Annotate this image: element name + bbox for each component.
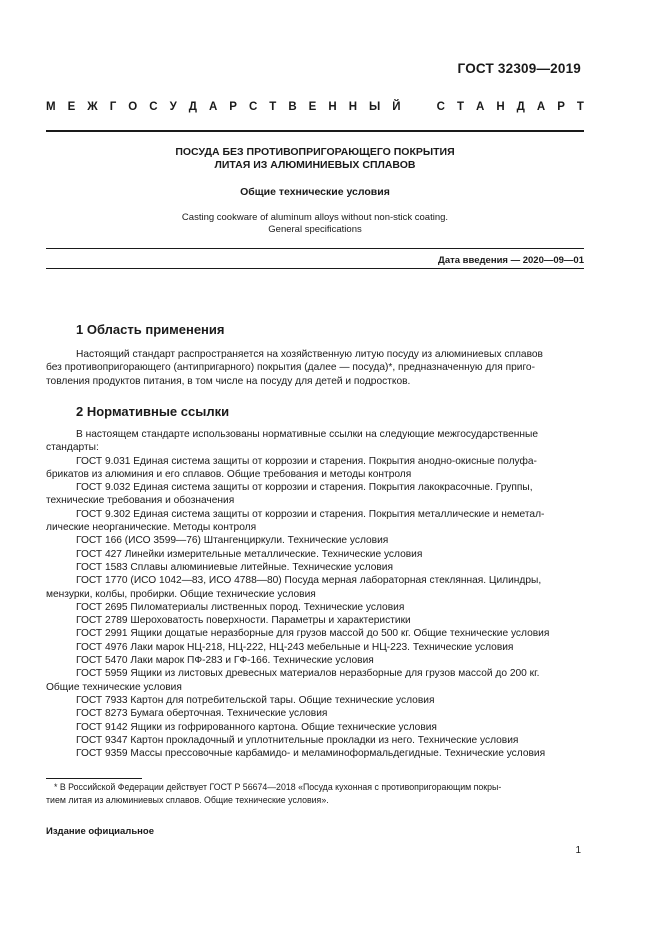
section-1-paragraph: [46, 348, 584, 388]
standard-number: ГОСТ 32309—2019: [457, 61, 581, 76]
banner-letter: Д: [516, 101, 525, 113]
footnote-line: тием литая из алюминиевых сплавов. Общие технические условия».: [46, 794, 329, 805]
banner-letter: А: [475, 101, 485, 113]
page-number: 1: [575, 845, 581, 856]
paragraph-line: Настоящий стандарт распространяется на хозяйственную литую посуду из алюминиевых сплавов: [76, 349, 543, 360]
banner-letter: Р: [229, 101, 237, 113]
reference-line: ГОСТ 7933 Картон для потребительской тары. Общие технические условия: [76, 694, 435, 706]
banner-letter: М: [46, 101, 56, 113]
reference-line: ГОСТ 1583 Сплавы алюминиевые литейные. Технические условия: [76, 561, 393, 573]
reference-line: ГОСТ 9142 Ящики из гофрированного картона. Общие технические условия: [76, 721, 437, 733]
section-1-heading: 1 Область применения: [76, 322, 225, 337]
reference-line: ГОСТ 9347 Картон прокладочный и уплотнительные прокладки из него. Технические условия: [76, 734, 519, 746]
reference-line: ГОСТ 2695 Пиломатериалы лиственных пород. Технические условия: [76, 601, 405, 613]
reference-line: мензурки, колбы, пробирки. Общие технические условия: [46, 588, 316, 600]
document-title-line-2: ЛИТАЯ ИЗ АЛЮМИНИЕВЫХ СПЛАВОВ: [214, 159, 416, 171]
footnote-line: * В Российской Федерации действует ГОСТ Р 56674—2018 «Посуда кухонная с противопригорающим покры-: [54, 782, 502, 792]
section-2-heading: 2 Нормативные ссылки: [76, 404, 230, 419]
reference-line: брикатов из алюминия и его сплавов. Общие требования и методы контроля: [46, 468, 412, 480]
banner-letter: Р: [557, 101, 565, 113]
reference-line: ГОСТ 9359 Массы прессовочные карбамидо- и меламиноформальдегидные. Технические условия: [76, 748, 546, 760]
banner-letter: В: [288, 101, 297, 113]
reference-line: ГОСТ 1770 (ИСО 1042—83, ИСО 4788—80) Посуда мерная лабораторная стеклянная. Цилиндры,: [76, 575, 542, 587]
reference-line: ГОСТ 9.032 Единая система защиты от коррозии и старения. Покрытия лакокрасочные. Группы,: [76, 482, 533, 494]
banner-letter: Е: [67, 101, 76, 113]
english-title-line-1: Casting cookware of aluminum alloys without non-stick coating.: [181, 212, 449, 223]
banner-letter: А: [536, 101, 546, 113]
reference-line: лические неорганические. Методы контроля: [46, 522, 257, 534]
official-edition-label: Издание официальное: [46, 826, 154, 837]
document-title-line-1: ПОСУДА БЕЗ ПРОТИВОПРИГОРАЮЩЕГО ПОКРЫТИЯ: [175, 146, 455, 158]
reference-line: ГОСТ 9.031 Единая система защиты от коррозии и старения. Покрытия анодно-окисные полуфа-: [76, 455, 537, 467]
interstate-standard-banner: [46, 101, 584, 113]
paragraph-line: без противопригорающего (антипригарного) покрытия (далее — посуда)*, предназначенную для приго-: [46, 362, 535, 374]
title-rule: [46, 248, 584, 249]
reference-line: ГОСТ 2789 Шероховатость поверхности. Параметры и характеристики: [76, 615, 411, 627]
banner-letter: Й: [392, 101, 401, 113]
reference-line: Общие технические условия: [46, 681, 182, 693]
banner-letter: Д: [188, 101, 197, 113]
banner-letter: С: [149, 101, 158, 113]
banner-letter: Н: [348, 101, 357, 113]
banner-letter: О: [128, 101, 138, 113]
banner-letter: С: [248, 101, 258, 113]
reference-line: технические требования и обозначения: [46, 495, 235, 507]
banner-letter: Т: [456, 101, 464, 113]
banner-letter: Е: [308, 101, 317, 113]
header-rule: [46, 130, 584, 132]
banner-letter: Н: [496, 101, 505, 113]
banner-letter: Н: [328, 101, 337, 113]
document-subtitle: Общие технические условия: [240, 186, 390, 198]
banner-letter: Ж: [87, 101, 98, 113]
footnote: [46, 781, 584, 806]
footnote-rule: [46, 778, 142, 779]
reference-line: ГОСТ 2991 Ящики дощатые неразборные для грузов массой до 500 кг. Общие технические условия: [76, 628, 550, 640]
banner-letter: С: [436, 101, 445, 113]
introduction-date: Дата введения — 2020—09—01: [438, 255, 584, 266]
reference-line: ГОСТ 4976 Лаки марок НЦ-218, НЦ-222, НЦ-243 мебельные и НЦ-223. Технические условия: [76, 641, 514, 653]
reference-line: ГОСТ 427 Линейки измерительные металлические. Технические условия: [76, 548, 423, 560]
banner-letter: Т: [269, 101, 277, 113]
reference-line: ГОСТ 166 (ИСО 3599—76) Штангенциркули. Технические условия: [76, 535, 389, 547]
banner-letter: А: [208, 101, 218, 113]
english-title-line-2: General specifications: [268, 224, 362, 235]
banner-letter: Т: [576, 101, 584, 113]
normative-references-list: [46, 428, 584, 760]
date-rule: [46, 268, 584, 269]
reference-line: ГОСТ 8273 Бумага оберточная. Технические условия: [76, 708, 328, 720]
paragraph-line: товления продуктов питания, в том числе на посуду для детей и подростков.: [46, 375, 411, 387]
banner-letter: Г: [109, 101, 117, 113]
reference-line: ГОСТ 5959 Ящики из листовых древесных материалов неразборные для грузов массой до 200 кг.: [76, 668, 540, 680]
banner-letter: Ы: [369, 101, 381, 113]
banner-letter: У: [169, 101, 177, 113]
reference-line: В настоящем стандарте использованы нормативные ссылки на следующие межгосударственные: [76, 429, 539, 440]
reference-line: ГОСТ 9.302 Единая система защиты от коррозии и старения. Покрытия металлические и неметал-: [76, 508, 545, 520]
reference-line: стандарты:: [46, 442, 99, 454]
reference-line: ГОСТ 5470 Лаки марок ПФ-283 и ГФ-166. Технические условия: [76, 655, 374, 667]
